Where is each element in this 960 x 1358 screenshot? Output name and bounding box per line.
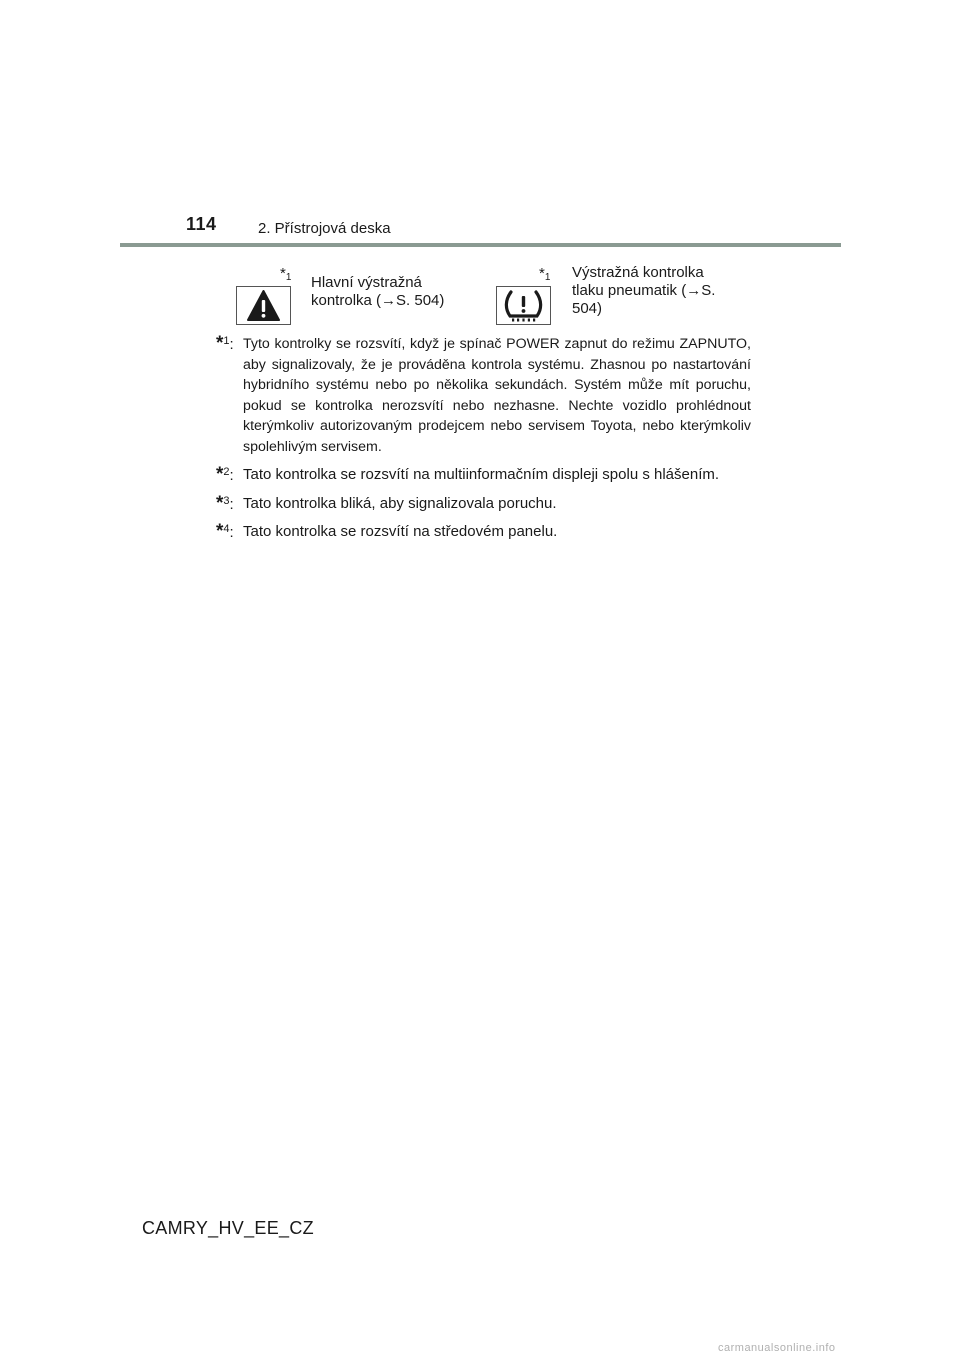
warning-triangle-icon (236, 286, 291, 325)
footnote-marker: *$^2$: (216, 464, 234, 485)
watermark: carmanualsonline.info (718, 1342, 836, 1354)
tire-pressure-icon (496, 286, 551, 325)
footnote-marker: *$^1$ (539, 265, 551, 283)
section-title: 2. Přístrojová deska (258, 220, 391, 237)
footnote-marker: *$^4$: (216, 521, 234, 542)
footnote-marker: *$^1$: (216, 333, 234, 354)
footnote-text: Tato kontrolka se rozsvítí na multiinformačním displeji spolu s hlášením. (243, 466, 720, 483)
indicator-label: Výstražná kontrolka tlaku pneumatik (→S. 504) (572, 264, 716, 317)
document-code: CAMRY_HV_EE_CZ (142, 1218, 314, 1238)
header-divider (120, 243, 841, 247)
indicator-tire-pressure (496, 262, 746, 330)
footnote-1 (216, 334, 751, 457)
footnote-2 (216, 465, 751, 486)
footnote-marker: *$^1$ (280, 265, 292, 283)
footnote-text: Tato kontrolka se rozsvítí na středovém panelu. (243, 523, 558, 540)
footnote-3 (216, 494, 751, 515)
footnote-marker: *$^3$: (216, 492, 234, 514)
page-number: 114 (186, 214, 217, 234)
indicator-label: Hlavní výstražná kontrolka (→S. 504) (311, 274, 445, 309)
footnotes (216, 334, 751, 551)
footnote-4 (216, 522, 751, 543)
indicator-master-warning (236, 265, 486, 330)
page-header (0, 0, 960, 250)
footnote-text: Tyto kontrolky se rozsvítí, když je spínač POWER zapnut do režimu ZAPNUTO, aby signalizovaly, že je prováděna kontrola systému. Zhasnou po nastartování hybridního systému nebo po několika sekundách. Systém může mít poruchu, pokud se kontrolka nerozsvítí nebo nezhasne. Nechte vozidlo prohlédnout kterýmkoliv autorizovaným prodejcem nebo servisem Toyota, nebo kterýmkoliv spolehlivým servisem. (243, 336, 751, 455)
footnote-text: Tato kontrolka bliká, aby signalizovala poruchu. (243, 494, 557, 512)
